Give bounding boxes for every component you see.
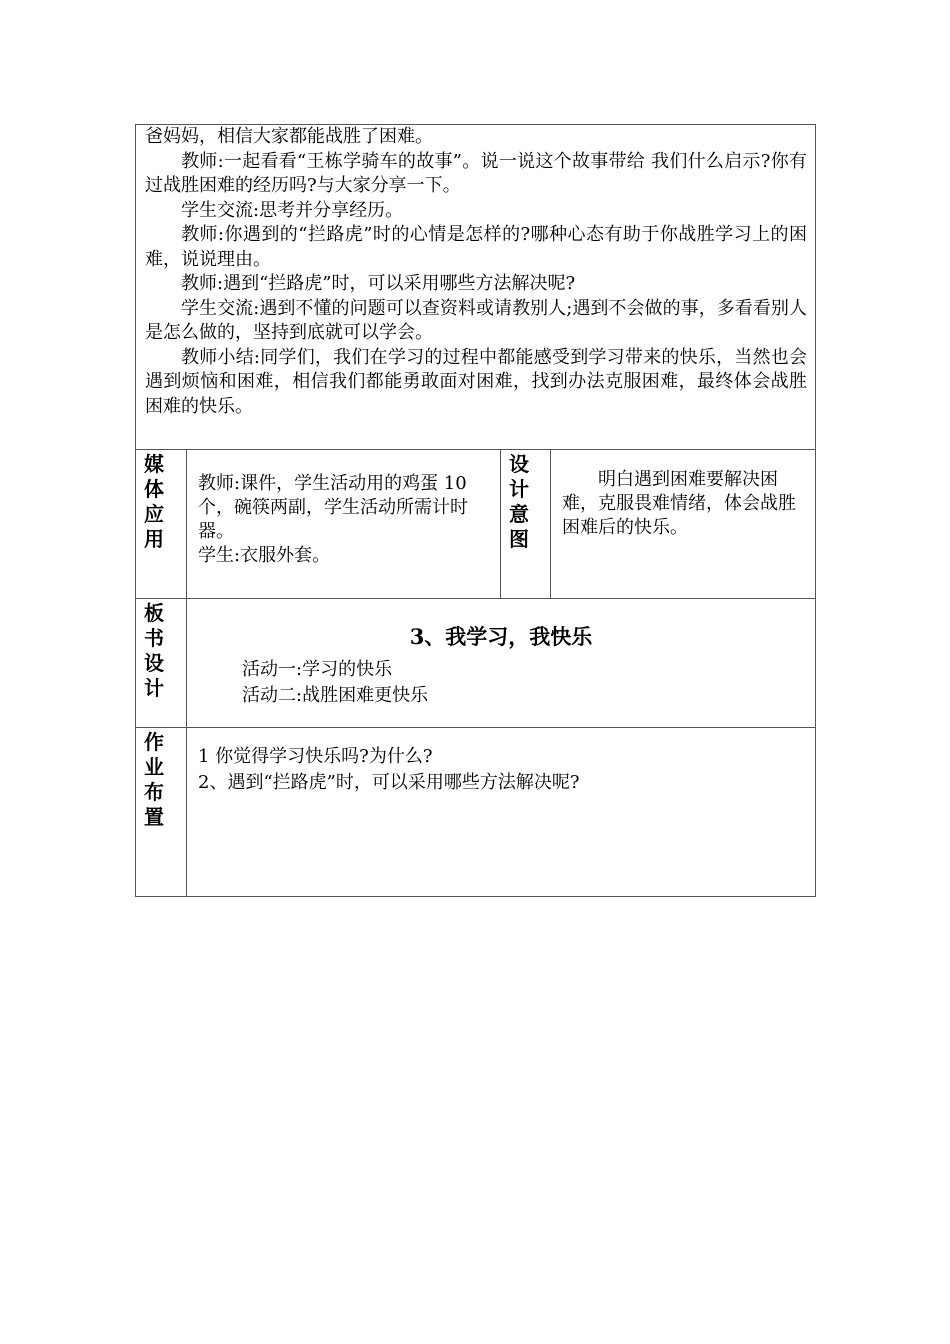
design-content-cell — [551, 450, 816, 599]
design-label: 设计意图 — [509, 452, 529, 551]
process-row — [136, 125, 816, 450]
board-title: 3、我学习，我快乐 — [409, 624, 593, 649]
media-label-cell — [136, 450, 187, 599]
homework-item-1: 1 你觉得学习快乐吗?为什么? — [198, 746, 433, 767]
process-paragraph: 教师:一起看看“王栋学骑车的故事”。说一说这个故事带给 我们什么启示?你有过战胜困难的经历吗?与大家分享一下。 — [145, 150, 807, 196]
media-row — [136, 450, 816, 599]
homework-label-cell — [136, 728, 187, 897]
homework-row — [136, 728, 816, 897]
board-activity-1: 活动一:学习的快乐 — [242, 659, 393, 680]
media-content — [187, 450, 500, 568]
media-student: 学生:衣服外套。 — [198, 545, 331, 566]
process-paragraph: 学生交流:思考并分享经历。 — [181, 199, 404, 221]
media-label: 媒体应用 — [144, 452, 164, 551]
lesson-plan-table — [135, 124, 816, 897]
homework-content-cell — [187, 728, 816, 897]
board-row — [136, 599, 816, 728]
process-paragraph: 教师小结:同学们，我们在学习的过程中都能感受到学习带来的快乐，当然也会遇到烦恼和困难，相信我们都能勇敢面对困难，找到办法克服困难，最终体会战胜困难的快乐。 — [145, 346, 807, 417]
process-paragraph: 教师:你遇到的“拦路虎”时的心情是怎样的?哪种心态有助于你战胜学习上的困难，说说理由。 — [145, 224, 807, 270]
media-content-cell — [187, 450, 501, 599]
design-label-cell — [501, 450, 551, 599]
teaching-process-text — [136, 125, 815, 437]
design-text: 明白遇到困难要解决困难，克服畏难情绪，体会战胜困难后的快乐。 — [562, 469, 796, 538]
process-paragraph: 爸妈妈，相信大家都能战胜了困难。 — [145, 126, 433, 147]
homework-item-2: 2、遇到“拦路虎”时，可以采用哪些方法解决呢? — [198, 772, 580, 793]
board-label: 板书设计 — [144, 601, 164, 700]
board-content-cell — [187, 599, 816, 728]
board-activity-2: 活动二:战胜困难更快乐 — [242, 685, 429, 706]
process-paragraph: 教师:遇到“拦路虎”时，可以采用哪些方法解决呢? — [181, 273, 576, 294]
teaching-process-cell — [136, 125, 816, 450]
process-paragraph: 学生交流:遇到不懂的问题可以查资料或请教别人;遇到不会做的事，多看看别人是怎么做的，坚持到底就可以学会。 — [145, 297, 807, 343]
design-content — [551, 450, 815, 540]
homework-content — [187, 728, 815, 796]
homework-label: 作业布置 — [144, 730, 164, 829]
board-label-cell — [136, 599, 187, 728]
media-teacher: 教师:课件，学生活动用的鸡蛋 10 个，碗筷两副，学生活动所需计时器。 — [198, 473, 468, 542]
